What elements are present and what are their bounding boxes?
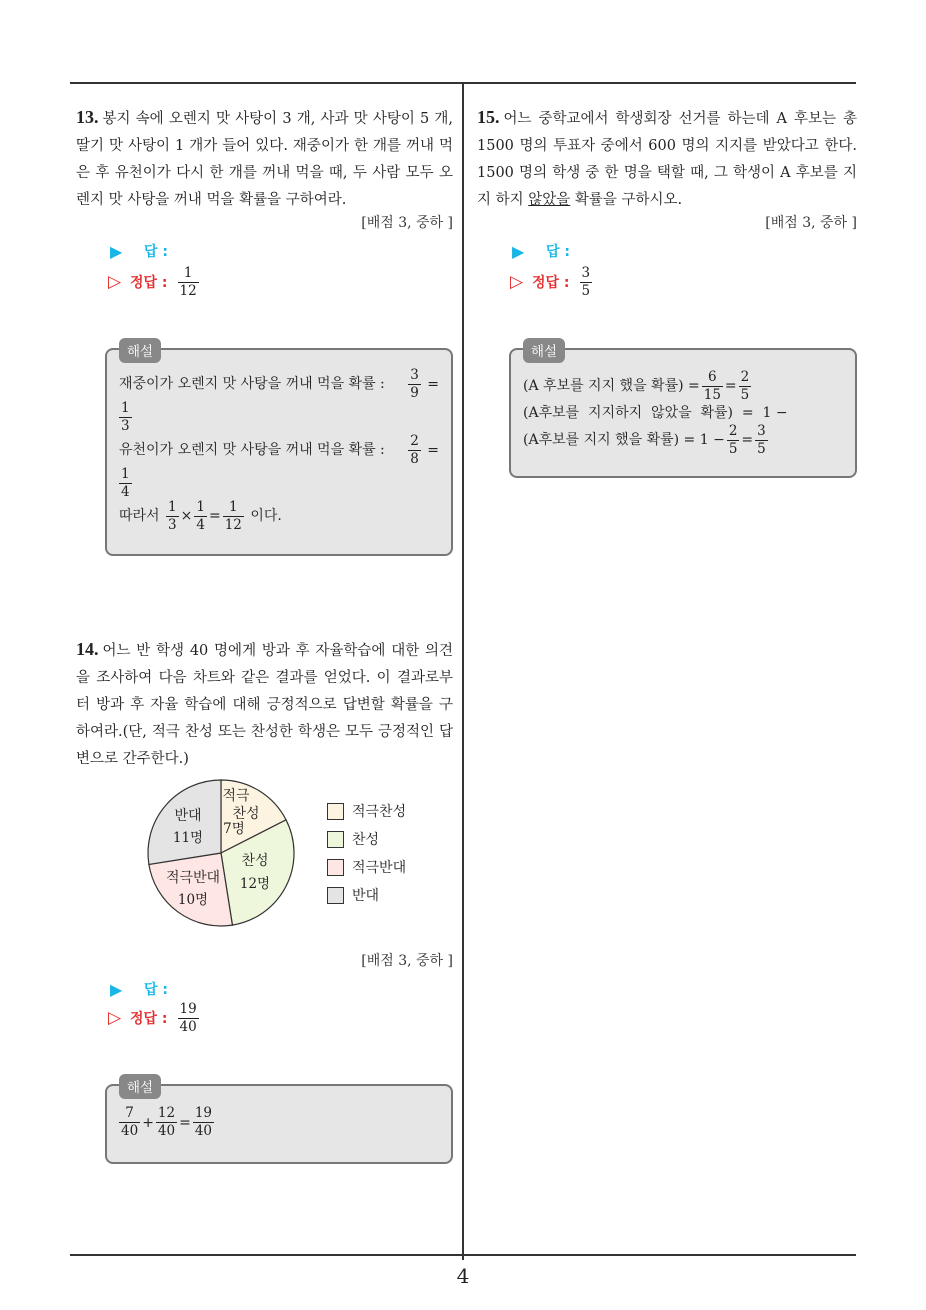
legend-item: 적극찬성 (327, 797, 406, 825)
legend-swatch (327, 831, 344, 848)
question-15-score: [배점 3, 중하 ] (765, 215, 857, 231)
legend-swatch (327, 887, 344, 904)
question-body: 어느 반 학생 40 명에게 방과 후 자율학습에 대한 의견을 조사하여 다음 차트와 같은 결과를 얻었다. 이 결과로부터 방과 후 자율 학습에 대해 긍정적으로 답변할 확률을 구하여라.(단, 적극 찬성 또는 찬성한 학생은 모두 긍정적인 답변으로 간주한다.) (76, 643, 453, 767)
question-body: 어느 중학교에서 학생회장 선거를 하는데 A 후보는 총 1500 명의 투표자 중에서 600 명의 지지를 받았다고 한다. 1500 명의 학생 중 한 명을 택할 때, 그 학생이 A 후보를 지지 하지 (477, 111, 857, 208)
key-fraction: $\frac{3}{5}$ (581, 264, 591, 299)
question-14-score: [배점 3, 중하 ] (361, 953, 453, 969)
question-14-key (108, 998, 201, 1038)
answer-label: 답 : (546, 244, 570, 260)
legend-swatch (327, 859, 344, 876)
solution-tag: 해설 (523, 338, 565, 363)
question-15-solution (509, 344, 857, 478)
solution-line: (A후보를 지지하지 않았을 확률) = 1 − (523, 405, 788, 421)
page-number: 4 (456, 1264, 470, 1288)
solution-line: (A 후보를 지지 했을 확률) = $\frac{6}{15}$ = $\frac{2}{5}$ (523, 369, 750, 403)
answer-label: 답 : (144, 982, 168, 998)
survey-pie-chart (138, 770, 308, 940)
solution-line: $\frac{7}{40}$ + $\frac{12}{40}$ = $\frac{19}{40}$ (121, 1105, 213, 1139)
outline-arrow-icon: ▷ (108, 1008, 122, 1028)
legend-item: 찬성 (327, 825, 406, 853)
solution-line: $\frac{1}{3}$ (121, 400, 130, 434)
solution-line: (A후보를 지지 했을 확률) = 1 − $\frac{2}{5}$ = $\frac{3}{5}$ (523, 423, 766, 457)
play-arrow-icon: ▶ (110, 979, 123, 999)
key-label: 정답 : (130, 275, 168, 291)
key-label: 정답 : (130, 1011, 168, 1027)
legend-item: 적극반대 (327, 853, 406, 881)
pie-slice-count: 12명 (239, 876, 271, 892)
pie-legend (327, 797, 406, 909)
question-number: 14. (76, 639, 99, 659)
question-body: 봉지 속에 오렌지 맛 사탕이 3 개, 사과 맛 사탕이 5 개, 딸기 맛 사탕이 1 개가 들어 있다. 재중이가 한 개를 꺼내 먹은 후 유천이가 다시 한 개를 꺼내 먹을 때, 두 사람 모두 오렌지 맛 사탕을 꺼내 먹을 확률을 구하여라. (76, 111, 453, 208)
question-13-text (76, 104, 453, 214)
legend-swatch (327, 803, 344, 820)
pie-slice-label: 적극 (222, 788, 250, 804)
solution-line: 유천이가 오렌지 맛 사탕을 꺼내 먹을 확률 : $\frac{2}{8}$ = (119, 433, 439, 467)
pie-slice-count: 11명 (172, 830, 204, 846)
solution-line: $\frac{1}{4}$ (121, 466, 130, 500)
question-15 (477, 104, 857, 214)
question-15-answer (512, 238, 570, 264)
pie-slice-count: 7명 (223, 821, 245, 837)
outline-arrow-icon: ▷ (108, 272, 122, 292)
pie-slice (149, 853, 233, 926)
key-fraction: $\frac{1}{12}$ (179, 264, 197, 299)
question-15-text: 15. 어느 중학교에서 학생회장 선거를 하는데 A 후보는 총 1500 명의 투표자 중에서 600 명의 지지를 받았다고 한다. 1500 명의 학생 중 한 명을 택할 때, 그 학생이 A 후보를 지지 하지 않았을 확률을 구하시오. (477, 107, 857, 208)
question-13 (76, 104, 453, 214)
answer-label: 답 : (144, 244, 168, 260)
pie-slice-count: 10명 (177, 892, 209, 908)
solution-tag: 해설 (119, 338, 161, 363)
question-13-answer (110, 238, 168, 264)
solution-line: 재중이가 오렌지 맛 사탕을 꺼내 먹을 확률 : $\frac{3}{9}$ = (119, 367, 439, 401)
question-15-key (510, 262, 594, 302)
pie-slice-label: 반대 (174, 808, 202, 824)
question-number: 13. (76, 107, 99, 127)
bottom-rule (70, 1254, 856, 1256)
underlined-word: 않았을 (528, 192, 571, 208)
outline-arrow-icon: ▷ (510, 272, 524, 292)
pie-slice-label: 찬성 (232, 806, 260, 822)
question-13-solution (105, 344, 453, 556)
column-divider (462, 82, 464, 1260)
pie-slice-label: 찬성 (241, 853, 269, 869)
pie-slice-label: 적극반대 (165, 870, 221, 886)
legend-item: 반대 (327, 881, 406, 909)
solution-line: 따라서 $\frac{1}{3}$ × $\frac{1}{4}$ = $\frac{1}{12}$ 이다. (119, 499, 282, 533)
key-label: 정답 : (532, 275, 570, 291)
question-13-key (108, 262, 201, 302)
question-14 (76, 636, 453, 773)
question-14-solution (105, 1080, 453, 1164)
play-arrow-icon: ▶ (512, 241, 525, 261)
question-number: 15. (477, 107, 500, 127)
question-14-text (76, 636, 453, 773)
solution-tag: 해설 (119, 1074, 161, 1099)
key-fraction: $\frac{19}{40}$ (179, 1000, 197, 1035)
play-arrow-icon: ▶ (110, 241, 123, 261)
question-13-score: [배점 3, 중하 ] (361, 215, 453, 231)
